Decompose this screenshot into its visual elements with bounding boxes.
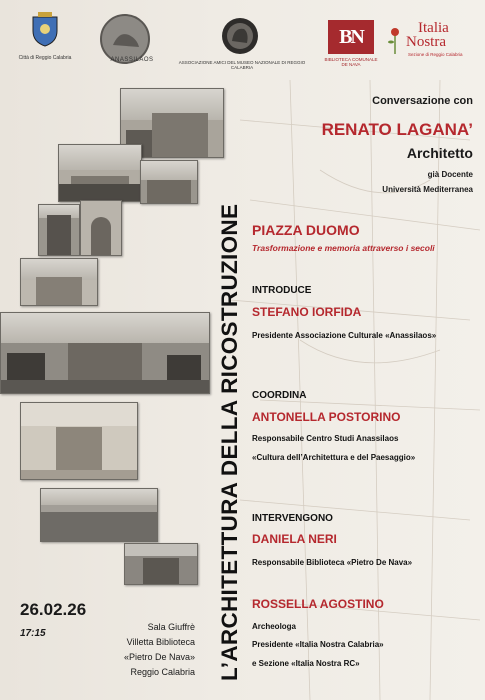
logo4-caption: BIBLIOTECA COMUNALE DE NAVA (324, 57, 378, 67)
coordina-desc2: «Cultura dell’Architettura e del Paesaggio» (252, 453, 416, 462)
venue-line3: «Pietro De Nava» (123, 652, 195, 662)
introduce-desc: Presidente Associazione Culturale «Anassilaos» (252, 331, 437, 340)
flower-icon (388, 26, 402, 54)
topic-title: PIAZZA DUOMO (252, 222, 360, 238)
intervengono-desc2a: Archeologa (252, 622, 297, 631)
photo-piazza-panorama (0, 312, 210, 394)
photo-cathedral-postcard (20, 402, 138, 480)
intervengono-name2: ROSSELLA AGOSTINO (252, 597, 384, 611)
speaker-role: Architetto (406, 145, 473, 161)
logo2-name: ANASSILAOS (110, 57, 154, 63)
logo5-line2: Nostra (406, 34, 446, 50)
venue-line1: Sala Giuffrè (147, 622, 195, 632)
photo-portal (38, 204, 80, 256)
logo5-caption: Sezione di Reggio Calabria (408, 52, 463, 57)
intervengono-desc2c: e Sezione «Italia Nostra RC» (252, 659, 360, 668)
reggio-calabria-logo (22, 10, 67, 48)
introduce-label: INTRODUCE (252, 285, 312, 296)
photo-arch (80, 200, 122, 256)
biblioteca-logo (328, 20, 374, 54)
topic-subtitle: Trasformazione e memoria attraverso i secoli (252, 243, 435, 253)
logo3-caption: ASSOCIAZIONE AMICI DEL MUSEO NAZIONALE DI REGGIO CALABRIA (178, 60, 306, 70)
logo1-caption: Città di Reggio Calabria (18, 55, 72, 61)
coat-of-arms-icon (30, 11, 60, 47)
intervengono-desc1: Responsabile Biblioteca «Pietro De Nava» (252, 558, 413, 567)
coordina-name: ANTONELLA POSTORINO (252, 410, 401, 424)
event-time: 17:15 (20, 628, 46, 639)
photo-modern-duomo (124, 543, 198, 585)
speaker-line1: già Docente (427, 170, 473, 179)
logo4-letters: BN (339, 25, 363, 48)
photo-piazza-event (40, 488, 158, 542)
speaker-line2: Università Mediterranea (382, 185, 473, 194)
venue-line2: Villetta Biblioteca (126, 637, 195, 647)
event-date: 26.02.26 (20, 600, 87, 619)
intervengono-label: INTERVENGONO (252, 513, 333, 524)
logo5-line1: Italia (418, 20, 449, 36)
italia-nostra-logo (388, 20, 466, 64)
head-coin-icon (221, 17, 259, 55)
photo-ruins (140, 160, 198, 204)
coordina-desc1: Responsabile Centro Studi Anassilaos (252, 434, 399, 443)
intervengono-name1: DANIELA NERI (252, 532, 337, 546)
conversazione-label: Conversazione con (372, 95, 473, 107)
speaker-name: RENATO LAGANA’ (321, 120, 473, 139)
introduce-name: STEFANO IORFIDA (252, 305, 362, 319)
museum-coin-logo (220, 16, 260, 56)
coordina-label: COORDINA (252, 390, 307, 401)
vertical-title: L’ARCHITETTURA DELLA RICOSTRUZIONE (217, 203, 242, 681)
venue-line4: Reggio Calabria (130, 667, 195, 677)
photo-piazza-crowd (58, 144, 142, 202)
photo-old-duomo (20, 258, 98, 306)
intervengono-desc2b: Presidente «Italia Nostra Calabria» (252, 640, 384, 649)
